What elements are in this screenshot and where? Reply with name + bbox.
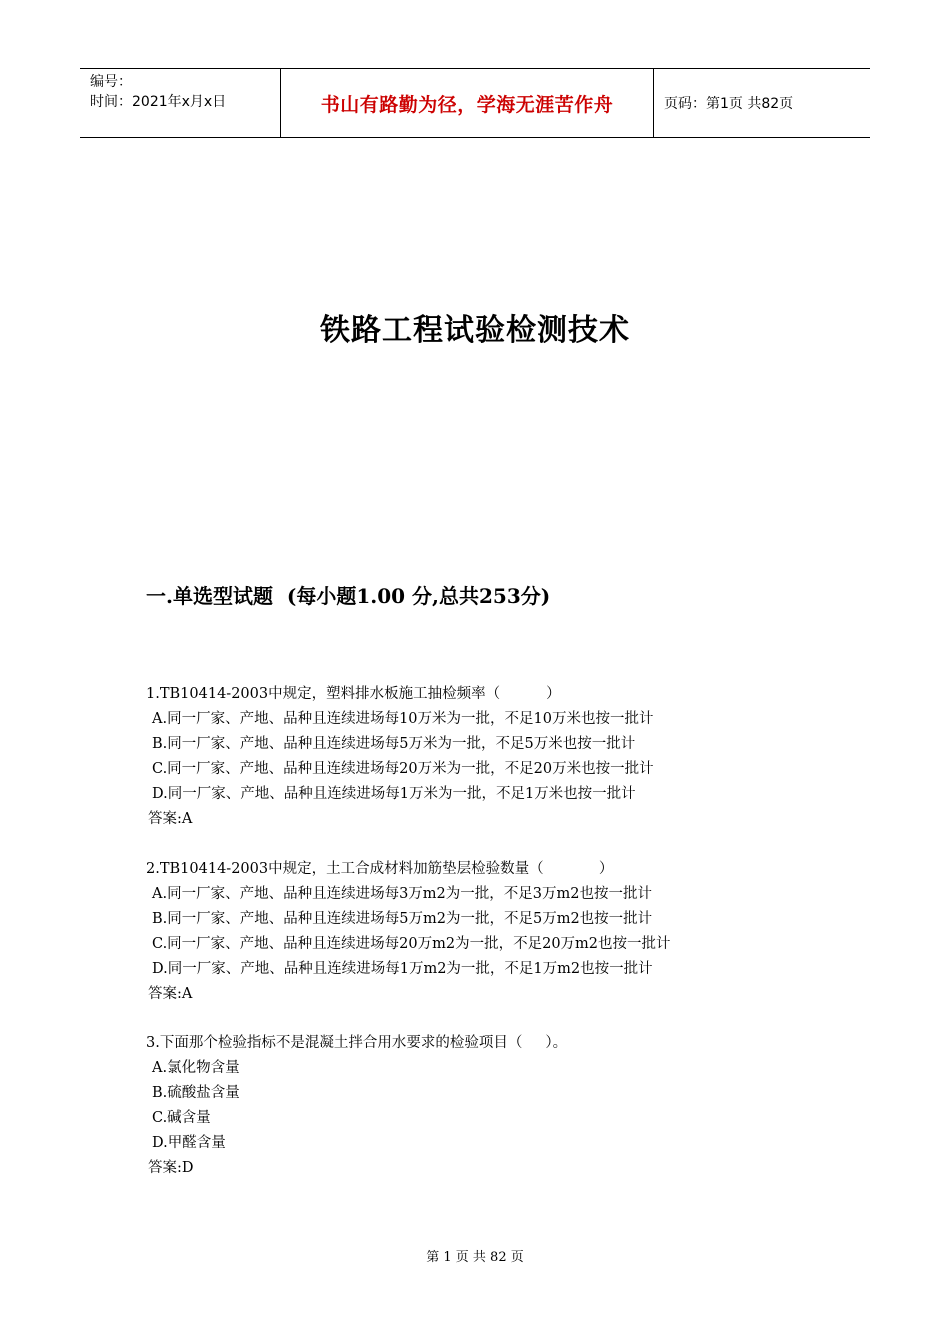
option-d: D.同一厂家、产地、品种且连续进场每1万m2为一批，不足1万m2也按一批计 [152, 961, 653, 977]
option-a: A.同一厂家、产地、品种且连续进场每10万米为一批，不足10万米也按一批计 [152, 711, 654, 727]
option-d: D.同一厂家、产地、品种且连续进场每1万米为一批，不足1万米也按一批计 [152, 786, 636, 802]
question-stem: 1.TB10414-2003中规定，塑料排水板施工抽检频率（ ） [146, 686, 561, 702]
option-d: D.甲醛含量 [152, 1135, 226, 1151]
page-footer: 第 1 页 共 82 页 [426, 1250, 524, 1265]
header-page-info: 页码：第1页 共82页 [664, 96, 794, 112]
question-stem: 3.下面那个检验指标不是混凝土拌合用水要求的检验项目（ ）。 [146, 1035, 568, 1051]
option-c: C.同一厂家、产地、品种且连续进场每20万m2为一批，不足20万m2也按一批计 [152, 936, 671, 952]
option-c: C.同一厂家、产地、品种且连续进场每20万米为一批，不足20万米也按一批计 [152, 761, 654, 777]
document-title: 铁路工程试验检测技术 [320, 313, 630, 348]
header-time-label: 时间：2021年x月x日 [90, 94, 227, 110]
page-header [80, 68, 870, 138]
option-c: C.碱含量 [152, 1110, 211, 1126]
answer: 答案:D [148, 1160, 194, 1176]
question-stem: 2.TB10414-2003中规定，土工合成材料加筋垫层检验数量（ ） [146, 861, 614, 877]
option-b: B.硫酸盐含量 [152, 1085, 240, 1101]
answer: 答案:A [148, 811, 193, 827]
header-motto: 书山有路勤为径，学海无涯苦作舟 [281, 69, 654, 137]
option-b: B.同一厂家、产地、品种且连续进场每5万米为一批，不足5万米也按一批计 [152, 736, 636, 752]
option-b: B.同一厂家、产地、品种且连续进场每5万m2为一批，不足5万m2也按一批计 [152, 911, 653, 927]
header-number-label: 编号： [90, 74, 132, 90]
question-2 [146, 857, 671, 1007]
answer: 答案:A [148, 986, 193, 1002]
question-1 [146, 682, 654, 832]
question-3 [146, 1031, 567, 1181]
section-heading: 一.单选型试题 (每小题1.00 分,总共253分) [146, 584, 551, 608]
option-a: A.氯化物含量 [152, 1060, 240, 1076]
option-a: A.同一厂家、产地、品种且连续进场每3万m2为一批，不足3万m2也按一批计 [152, 886, 652, 902]
header-meta [80, 69, 281, 137]
